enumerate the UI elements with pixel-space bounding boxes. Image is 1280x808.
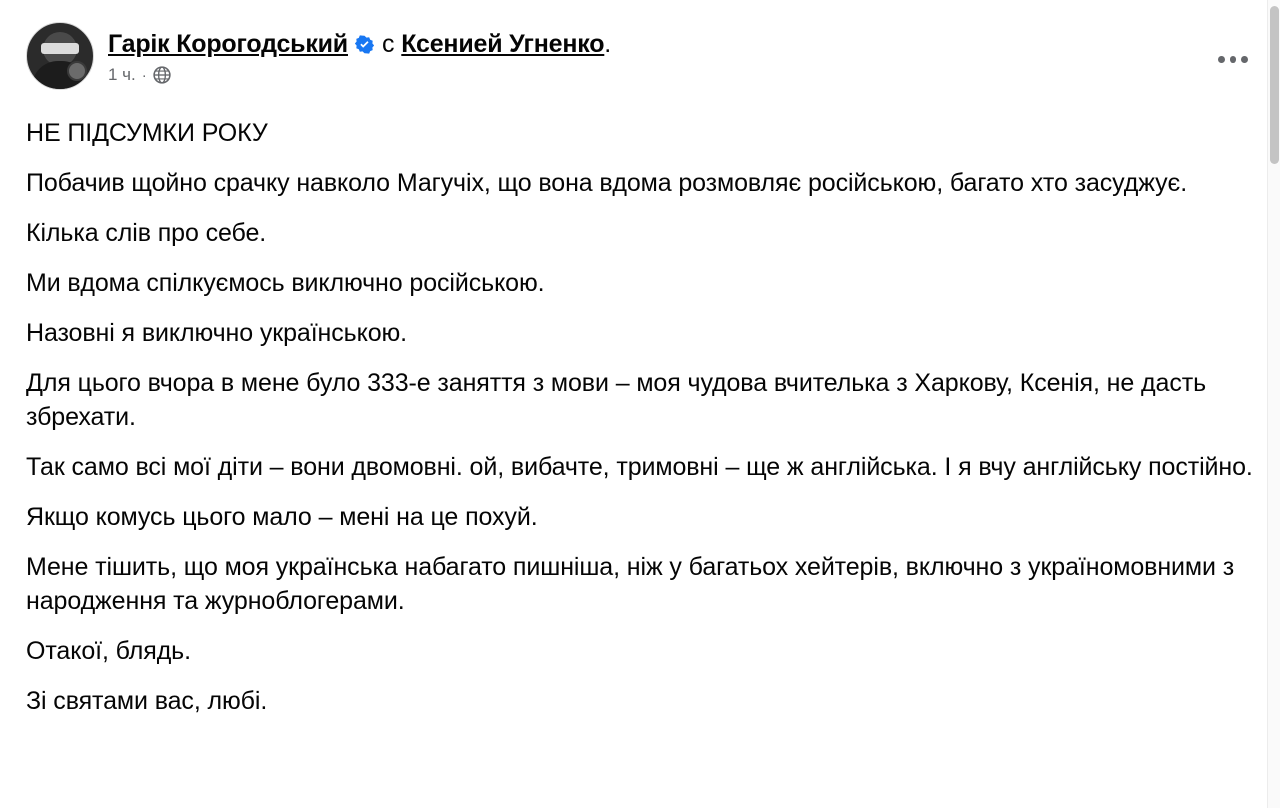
cotag-name-link[interactable]: Ксенией Угненко [401,30,605,58]
more-dot-3 [1241,56,1248,63]
more-dot-1 [1218,56,1225,63]
post-paragraph: Отакої, блядь. [26,637,191,665]
avatar[interactable] [26,22,94,90]
post-attribution-line [108,29,611,59]
post-paragraph: Побачив щойно срачку навколо Магучіх, що вона вдома розмовляє російською, багато хто засуджує. [26,169,1188,197]
post-paragraph: Мене тішить, що моя українська набагато пишніша, ніж у багатьох хейтерів, включно з україномовними з народження та журноблогерами. [26,553,1235,615]
globe-public-icon[interactable] [153,66,171,84]
post-body [26,116,1254,718]
post-meta-line [108,65,611,85]
more-dot-2 [1230,56,1237,63]
verified-badge-icon [355,35,374,54]
avatar-badge-shape [67,61,87,81]
post-paragraph: Назовні я виключно українською. [26,319,408,347]
author-name-link[interactable]: Гарік Корогодський [108,30,348,58]
post-paragraph: Зі святами вас, любі. [26,687,268,715]
more-options-icon[interactable] [1212,38,1254,80]
post-paragraph: Якщо комусь цього мало – мені на це похуй. [26,503,538,531]
cotag-with-word: с [381,30,395,58]
post-paragraph: Кілька слів про себе. [26,219,267,247]
post-header [26,18,1254,90]
vertical-scrollbar[interactable] [1267,0,1280,808]
post-paragraph: Для цього вчора в мене було 333-е заняття з мови – моя чудова вчителька з Харкову, Ксенія, не дасть збрехати. [26,369,1207,431]
post-title: НЕ ПІДСУМКИ РОКУ [26,119,268,147]
cotag-trailing-punctuation: . [604,30,612,58]
avatar-glasses-shape [41,43,79,54]
post-timestamp[interactable]: 1 ч. [108,65,136,84]
scrollbar-thumb[interactable] [1270,6,1279,164]
meta-separator: · [141,66,147,84]
post-header-text [108,22,611,90]
post-paragraph: Так само всі мої діти – вони двомовні. ой, вибачте, тримовні – ще ж англійська. І я вчу англійську постійно. [26,453,1253,481]
post-paragraph: Ми вдома спілкуємось виключно російською. [26,269,545,297]
